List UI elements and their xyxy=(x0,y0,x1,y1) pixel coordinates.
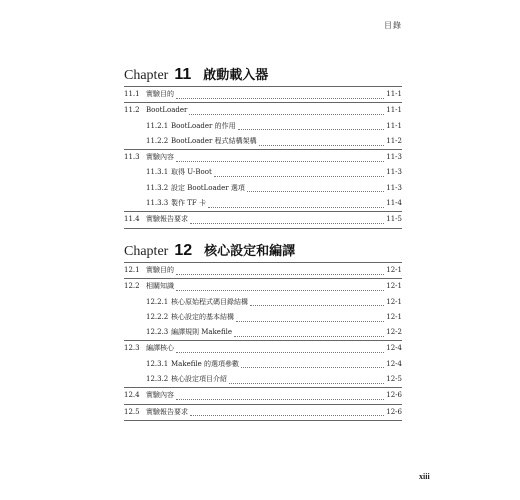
toc-entry-number: 12.4 xyxy=(124,391,140,400)
toc-entry-label: 編譯規則 Makefile xyxy=(171,328,233,337)
toc-entry-label: Makefile 的選項參數 xyxy=(171,359,240,368)
toc-entry-page: 12-1 xyxy=(386,266,402,274)
toc-entry-label: 核心原始程式碼目錄結構 xyxy=(171,297,248,306)
dot-leader xyxy=(176,93,384,99)
toc-entry-page: 12-5 xyxy=(386,375,402,384)
toc-entry-number: 12.5 xyxy=(124,407,140,416)
toc-entry-number: 12.3.1 xyxy=(146,359,169,368)
toc-entry-number: 12.3 xyxy=(124,344,140,353)
chapter-word: Chapter xyxy=(124,244,169,259)
toc-entry[interactable] xyxy=(124,103,402,118)
dot-leader xyxy=(176,269,384,275)
toc-entry[interactable] xyxy=(124,405,402,421)
toc-entry-number: 11.3.1 xyxy=(146,168,169,177)
toc-entry-page: 12-1 xyxy=(386,297,402,306)
toc-entry[interactable] xyxy=(124,181,402,196)
toc-entry-number: 12.3.2 xyxy=(146,375,169,384)
toc-entry-label: 製作 TF 卡 xyxy=(171,199,206,208)
toc-entry-page: 12-6 xyxy=(386,407,402,416)
toc-entry-page: 11-1 xyxy=(386,121,402,130)
dot-leader xyxy=(234,331,384,337)
toc-entry-label: 核心設定項目介紹 xyxy=(171,375,227,384)
chapter-word: Chapter xyxy=(124,68,169,83)
toc-entry-label: 設定 BootLoader 選項 xyxy=(171,183,245,192)
dot-leader xyxy=(176,285,384,291)
chapter-number: 11 xyxy=(174,66,192,83)
toc-entry-number: 11.3 xyxy=(124,153,140,162)
toc-entry-number: 12.2 xyxy=(124,282,140,291)
toc-entry[interactable] xyxy=(124,295,402,310)
toc-entry-page: 12-6 xyxy=(386,391,402,400)
toc-entry-page: 12-4 xyxy=(386,359,402,368)
dot-leader xyxy=(236,316,384,322)
toc-entry-label: 實驗目的 xyxy=(146,90,174,98)
dot-leader xyxy=(238,124,385,130)
toc-entry-label: 實驗內容 xyxy=(146,391,174,400)
toc-entry-number: 11.3.2 xyxy=(146,183,169,192)
toc-entry-label: 核心設定的基本結構 xyxy=(171,312,234,321)
running-header: 目錄 xyxy=(384,21,402,30)
toc-entry-label: 編譯核心 xyxy=(146,344,174,353)
toc-entry-number: 11.4 xyxy=(124,215,140,224)
toc-entry-label: 相關知識 xyxy=(146,282,174,291)
toc-entry-page: 11-4 xyxy=(386,199,402,208)
toc-entry-label: BootLoader 的作用 xyxy=(171,121,236,130)
toc-list-chapter-12 xyxy=(124,262,402,421)
toc-entry[interactable] xyxy=(124,357,402,372)
toc-entry[interactable] xyxy=(124,279,402,294)
dot-leader xyxy=(259,140,385,146)
chapter-title: 核心設定和編譯 xyxy=(204,244,296,259)
toc-entry-number: 11.3.3 xyxy=(146,199,169,208)
dot-leader xyxy=(176,347,384,353)
dot-leader xyxy=(176,394,384,400)
toc-entry-label: 實驗報告要求 xyxy=(146,215,188,224)
dot-leader xyxy=(250,300,384,306)
dot-leader xyxy=(214,171,385,177)
toc-entry-number: 11.2.1 xyxy=(146,121,169,130)
page-number: xiii xyxy=(419,472,430,481)
chapter-title: 啟動載入器 xyxy=(203,68,269,83)
toc-entry[interactable] xyxy=(124,196,402,212)
dot-leader xyxy=(190,218,384,224)
toc-entry-page: 11-2 xyxy=(386,136,402,145)
toc-entry[interactable] xyxy=(124,150,402,165)
toc-entry-page: 11-1 xyxy=(386,90,402,98)
toc-list-chapter-11 xyxy=(124,86,402,229)
toc-entry-number: 12.2.1 xyxy=(146,297,169,306)
toc-entry-number: 11.1 xyxy=(124,90,140,98)
dot-leader xyxy=(241,362,384,368)
toc-entry-page: 11-1 xyxy=(386,106,402,115)
toc-entry[interactable] xyxy=(124,341,402,356)
toc-entry-label: 取得 U-Boot xyxy=(171,168,212,177)
toc-entry-number: 12.1 xyxy=(124,266,140,274)
toc-entry[interactable] xyxy=(124,325,402,341)
toc-entry-label: 實驗內容 xyxy=(146,153,174,162)
toc-entry-label: 實驗目的 xyxy=(146,266,174,274)
toc-entry-page: 11-3 xyxy=(386,183,402,192)
toc-entry[interactable] xyxy=(124,87,402,103)
toc-entry-label: BootLoader 程式結構架構 xyxy=(171,136,257,145)
toc-entry[interactable] xyxy=(124,212,402,228)
toc-entry-label: 實驗報告要求 xyxy=(146,407,188,416)
chapter-heading-12 xyxy=(124,240,402,260)
toc-entry[interactable] xyxy=(124,119,402,134)
dot-leader xyxy=(208,202,384,208)
chapter-heading-11 xyxy=(124,64,402,84)
toc-entry-page: 12-1 xyxy=(386,312,402,321)
toc-entry-label: BootLoader xyxy=(146,106,188,115)
toc-entry[interactable] xyxy=(124,134,402,150)
dot-leader xyxy=(176,156,384,162)
toc-entry-page: 11-5 xyxy=(386,215,402,224)
toc-entry[interactable] xyxy=(124,310,402,325)
toc-entry-page: 12-4 xyxy=(386,344,402,353)
toc-entry-page: 12-2 xyxy=(386,328,402,337)
toc-entry-number: 12.2.2 xyxy=(146,312,169,321)
dot-leader xyxy=(189,109,384,115)
toc-entry-page: 11-3 xyxy=(386,153,402,162)
toc-entry[interactable] xyxy=(124,263,402,279)
dot-leader xyxy=(190,410,384,416)
toc-entry-page: 12-1 xyxy=(386,282,402,291)
toc-entry-page: 11-3 xyxy=(386,168,402,177)
toc-entry-number: 11.2 xyxy=(124,106,140,115)
toc-entry[interactable] xyxy=(124,388,402,404)
toc-entry-number: 11.2.2 xyxy=(146,136,169,145)
toc-entry-number: 12.2.3 xyxy=(146,328,169,337)
chapter-number: 12 xyxy=(174,242,193,259)
toc-entry[interactable] xyxy=(124,165,402,180)
dot-leader xyxy=(247,186,384,192)
dot-leader xyxy=(229,378,384,384)
toc-entry[interactable] xyxy=(124,372,402,388)
